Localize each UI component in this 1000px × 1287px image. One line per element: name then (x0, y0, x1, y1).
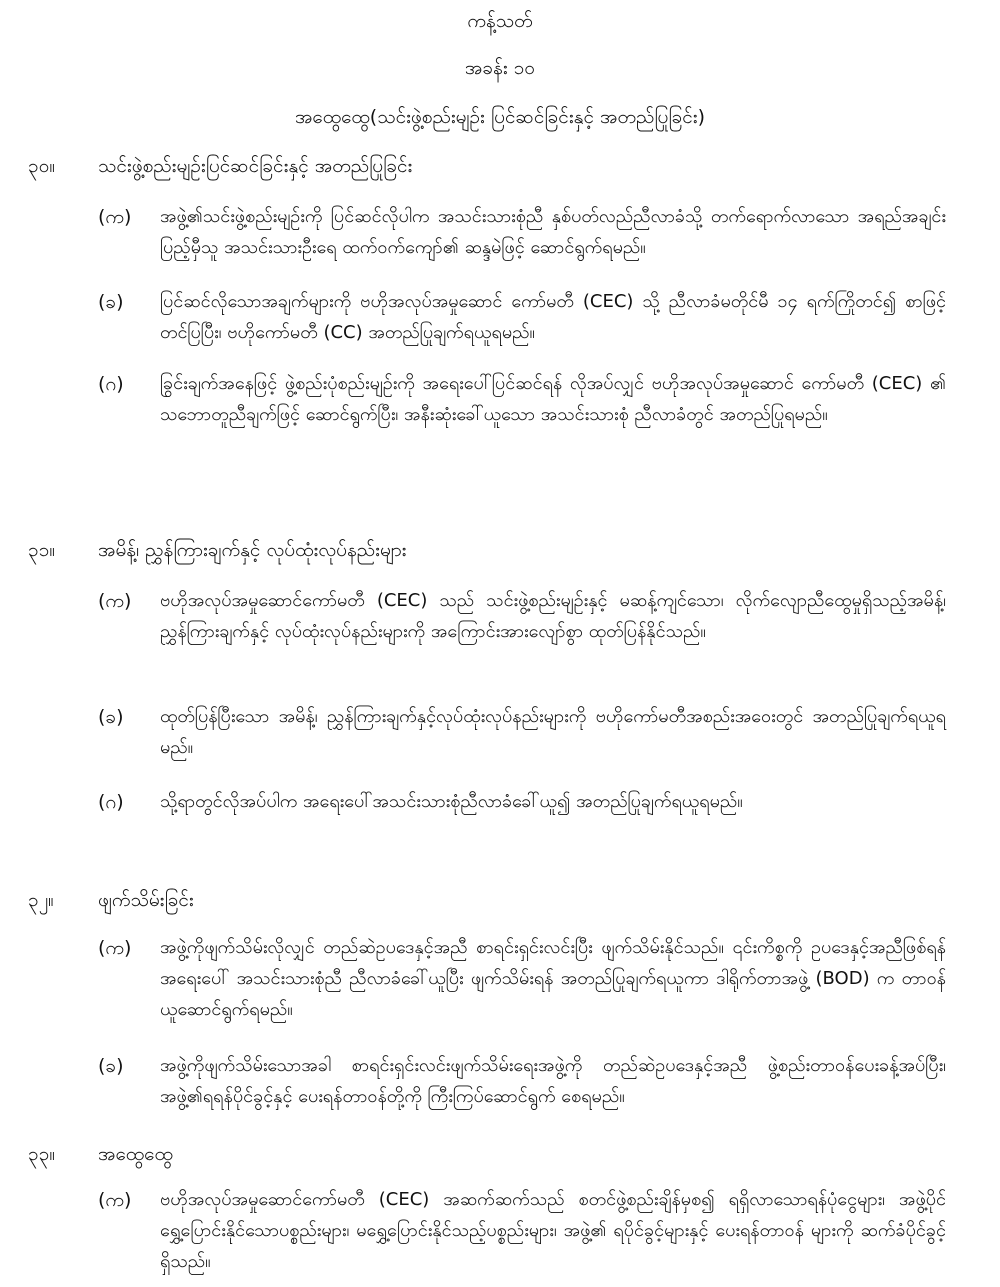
clause-text: အဖွဲ့ကိုဖျက်သိမ်းသောအခါ စာရင်းရှင်းလင်းဖျက်သိမ်းရေးအဖွဲ့ကို တည်ဆဲဥပဒေနှင့်အညီ ဖွဲ့စည်းတာဝန်ပေးခန့်အပ်ပြီး၊ အဖွဲ့၏ရရန်ပိုင်ခွင့်နှင့် ပေးရန်တာဝန်တို့ကို ကြီးကြပ်ဆောင်ရွက် စေရမည်။ (160, 1055, 946, 1107)
clause-label: (ခ) (98, 706, 124, 728)
clause-label: (ခ) (98, 291, 124, 313)
chapter-title: အထွေထွေ(သင်းဖွဲ့စည်းမျဉ်း ပြင်ဆင်ခြင်းနှင့် အတည်ပြုခြင်း) (294, 106, 706, 128)
clause-label: (ဂ) (98, 373, 124, 395)
clause-text: ဗဟိုအလုပ်အမှုဆောင်ကော်မတီ (CEC) သည် သင်းဖွဲ့စည်းမျဉ်းနှင့် မဆန့်ကျင်သော၊ လိုက်လျောညီထွေမှုရှိသည့်အမိန့်၊ ညွှန်ကြားချက်နှင့် လုပ်ထုံးလုပ်နည်းများကို အကြောင်းအားလျော်စွာ ထုတ်ပြန်နိုင်သည်။ (160, 590, 946, 642)
section-title: အမိန့်၊ ညွှန်ကြားချက်နှင့် လုပ်ထုံးလုပ်နည်းများ (98, 539, 407, 561)
section-title: ဖျက်သိမ်းခြင်း (98, 889, 194, 911)
section-number: ၃၃။ (28, 1143, 56, 1165)
clause-label: (က) (98, 206, 132, 228)
section-number: ၃၀။ (28, 155, 56, 177)
clause-text: အဖွဲ့၏သင်းဖွဲ့စည်းမျဉ်းကို ပြင်ဆင်လိုပါက အသင်းသားစုံညီ နှစ်ပတ်လည်ညီလာခံသို့ တက်ရောက်လာသော အရည်အချင်းပြည့်မှီသူ အသင်းသားဦးရေ ထက်ဝက်ကျော်၏ ဆန္ဒမဲဖြင့် ဆောင်ရွက်ရမည်။ (160, 206, 946, 258)
chapter-heading: အခန်း ၁၀ (464, 57, 536, 79)
section-title: သင်းဖွဲ့စည်းမျဉ်းပြင်ဆင်ခြင်းနှင့် အတည်ပြုခြင်း (98, 155, 413, 177)
clause-label: (က) (98, 590, 132, 612)
clause-label: (က) (98, 1189, 132, 1211)
clause-text: အဖွဲ့ကိုဖျက်သိမ်းလိုလျှင် တည်ဆဲဥပဒေနှင့်အညီ စာရင်းရှင်းလင်းပြီး ဖျက်သိမ်းနိုင်သည်။ ၎င်းကိစ္စကို ဥပဒေနှင့်အညီဖြစ်ရန် အရေးပေါ် အသင်းသားစုံညီ ညီလာခံခေါ်ယူပြီး ဖျက်သိမ်းရန် အတည်ပြုချက်ရယူကာ ဒါရိုက်တာအဖွဲ့ (BOD) က တာဝန်ယူဆောင်ရွက်ရမည်။ (160, 937, 946, 1020)
section-title: အထွေထွေ (98, 1143, 173, 1165)
section-number: ၃၂။ (28, 889, 54, 911)
document-title: ကန့်သတ် (467, 10, 533, 32)
clause-label: (ခ) (98, 1055, 124, 1077)
clause-text: ခြွင်းချက်အနေဖြင့် ဖွဲ့စည်းပုံစည်းမျဉ်းကို အရေးပေါ်ပြင်ဆင်ရန် လိုအပ်လျှင် ဗဟိုအလုပ်အမှုဆောင် ကော်မတီ (CEC) ၏ သဘောတူညီချက်ဖြင့် ဆောင်ရွက်ပြီး၊ အနီးဆုံးခေါ်ယူသော အသင်းသားစုံ ညီလာခံတွင် အတည်ပြုရမည်။ (160, 373, 946, 425)
clause-text: သို့ရာတွင်လိုအပ်ပါက အရေးပေါ်အသင်းသားစုံညီလာခံခေါ်ယူ၍ အတည်ပြုချက်ရယူရမည်။ (160, 791, 743, 812)
clause-text: ပြင်ဆင်လိုသောအချက်များကို ဗဟိုအလုပ်အမှုဆောင် ကော်မတီ (CEC) သို့ ညီလာခံမတိုင်မီ ၁၄ ရက်ကြိုတင်၍ စာဖြင့်တင်ပြပြီး၊ ဗဟိုကော်မတီ (CC) အတည်ပြုချက်ရယူရမည်။ (160, 291, 946, 343)
clause-label: (က) (98, 937, 132, 959)
section-number: ၃၁။ (28, 539, 56, 561)
clause-label: (ဂ) (98, 791, 124, 813)
clause-text: ထုတ်ပြန်ပြီးသော အမိန့်၊ ညွှန်ကြားချက်နှင့်လုပ်ထုံးလုပ်နည်းများကို ဗဟိုကော်မတီအစည်းအဝေးတွင် အတည်ပြုချက်ရယူရမည်။ (160, 706, 946, 758)
clause-text: ဗဟိုအလုပ်အမှုဆောင်ကော်မတီ (CEC) အဆက်ဆက်သည် စတင်ဖွဲ့စည်းချိန်မှစ၍ ရရှိလာသောရန်ပုံငွေများ၊ အဖွဲ့ပိုင်ရွှေ့ပြောင်းနိုင်သောပစ္စည်းများ၊ မရွှေ့ပြောင်းနိုင်သည့်ပစ္စည်းများ၊ အဖွဲ့၏ ရပိုင်ခွင့်များနှင့် ပေးရန်တာဝန် များကို ဆက်ခံပိုင်ခွင့်ရှိသည်။ (160, 1189, 946, 1272)
